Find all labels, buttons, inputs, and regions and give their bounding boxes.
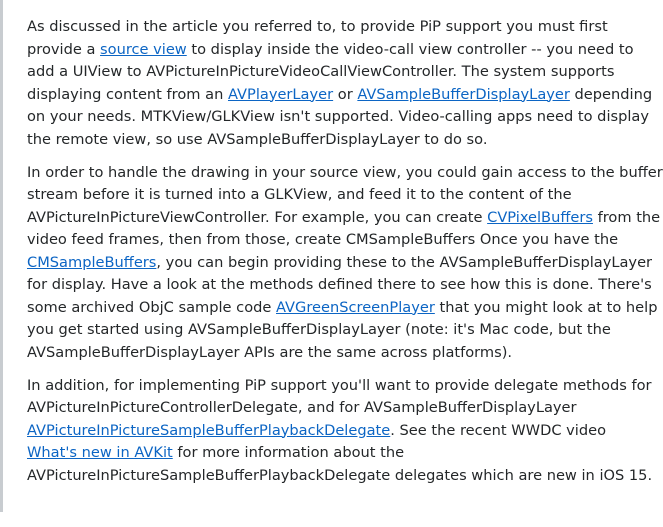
link-avplayerlayer[interactable]: AVPlayerLayer — [227, 85, 334, 103]
text-fragment: displaying content from an — [27, 85, 228, 103]
text-line: AVPictureInPictureSampleBufferPlaybackDelegate delegates which are new in iOS 15. — [27, 466, 653, 484]
text-fragment: , you can begin providing these to the AVSampleBufferDisplayLayer — [156, 253, 653, 271]
text-fragment: for more information about the — [172, 444, 405, 461]
text-fragment: or — [333, 85, 358, 103]
text-fragment: from the — [592, 208, 661, 226]
link-source-view[interactable]: source view — [100, 40, 187, 58]
text-fragment: provide a — [27, 40, 101, 58]
paragraph-pip-source-view — [27, 16, 653, 151]
paragraph-delegates — [27, 375, 653, 488]
link-whats-new-in-avkit[interactable]: What's new in AVKit — [27, 444, 173, 461]
text-line: AVPictureInPictureControllerDelegate, and for AVSampleBufferDisplayLayer — [27, 399, 577, 416]
text-line: stream before it is turned into a GLKView, and feed it to the content of the — [27, 186, 572, 203]
text-fragment: depending — [569, 85, 653, 103]
link-cmsamplebuffers[interactable]: CMSampleBuffers — [27, 253, 157, 271]
text-line: AVSampleBufferDisplayLayer APIs are the same across platforms). — [27, 343, 513, 361]
link-playback-delegate[interactable]: AVPictureInPictureSampleBufferPlaybackDelegate — [27, 421, 391, 439]
text-fragment: that you might look at to help — [434, 298, 658, 316]
text-line: In addition, for implementing PiP support you'll want to provide delegate methods for — [27, 376, 652, 394]
text-line: In order to handle the drawing in your source view, you could gain access to the buffer — [27, 163, 663, 181]
text-fragment: . See the recent WWDC video — [390, 421, 607, 439]
text-line: the remote view, so use AVSampleBufferDisplayLayer to do so. — [27, 130, 488, 148]
text-line: video feed frames, then from those, create CMSampleBuffers Once you have the — [27, 231, 619, 248]
link-avsamplebufferdisplaylayer[interactable]: AVSampleBufferDisplayLayer — [357, 85, 570, 103]
link-cvpixelbuffers[interactable]: CVPixelBuffers — [487, 208, 593, 226]
text-fragment: AVPictureInPictureViewController. For example, you can create — [27, 208, 488, 226]
text-line: you get started using AVSampleBufferDisplayLayer (note: it's Mac code, but the — [27, 321, 611, 338]
text-fragment: some archived ObjC sample code — [27, 298, 276, 316]
paragraph-buffer-stream — [27, 162, 663, 365]
text-line: on your needs. MTKView/GLKView isn't supported. Video-calling apps need to display — [27, 108, 649, 125]
text-fragment: to display inside the video-call view controller -- you need to — [186, 40, 634, 58]
link-avgreenscreenplayer[interactable]: AVGreenScreenPlayer — [276, 298, 435, 316]
text-line: for display. Have a look at the methods defined there to see how this is done. There's — [27, 276, 652, 293]
text-line: add a UIView to AVPictureInPictureVideoCallViewController. The system supports — [27, 63, 615, 80]
text-line: As discussed in the article you referred to, to provide PiP support you must first — [27, 18, 608, 35]
